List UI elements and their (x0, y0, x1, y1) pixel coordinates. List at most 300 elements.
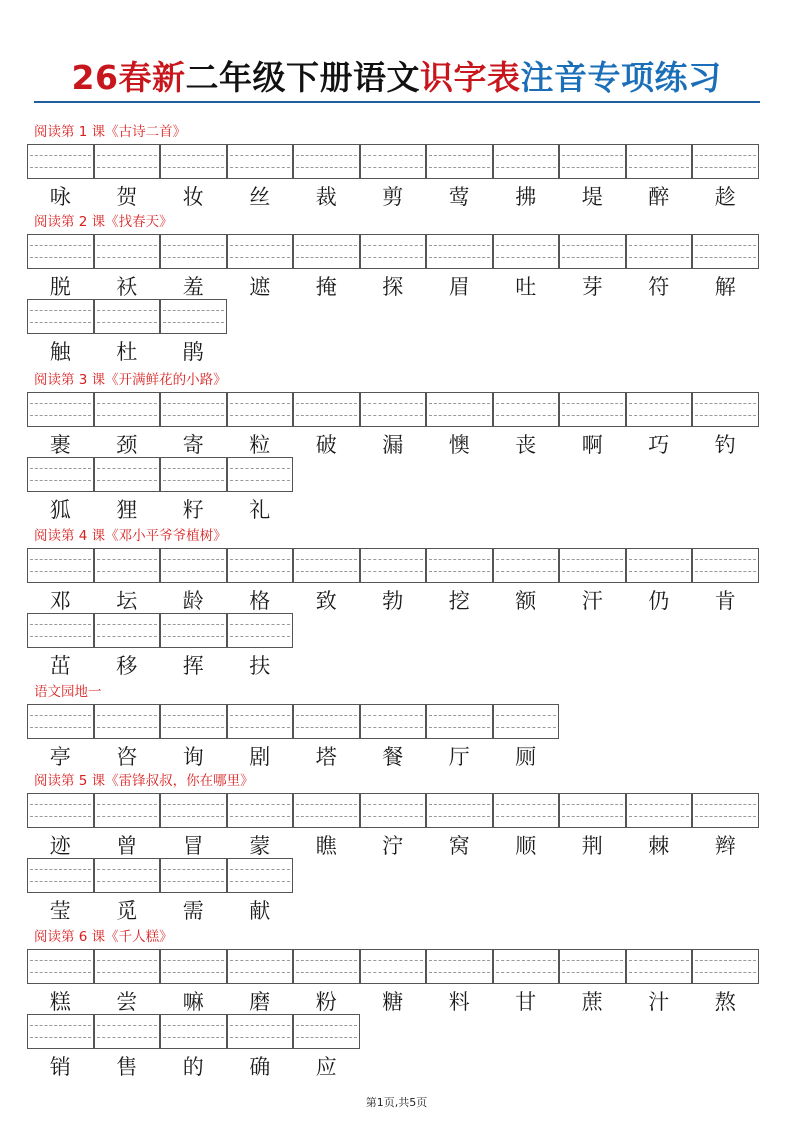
character: 厕 (515, 745, 537, 769)
pinyin-writing-box[interactable] (227, 704, 294, 739)
title-segment: 注音专项练习 (520, 58, 722, 97)
guide-line (496, 155, 557, 156)
guide-line (163, 960, 224, 961)
guide-line (230, 415, 291, 416)
pinyin-writing-box[interactable] (27, 234, 94, 269)
guide-line (163, 869, 224, 870)
guide-line (296, 972, 357, 973)
guide-line (97, 972, 158, 973)
guide-line (230, 636, 291, 637)
character: 妆 (182, 185, 204, 209)
guide-line (97, 155, 158, 156)
character: 莹 (49, 899, 71, 923)
guide-line (163, 559, 224, 560)
guide-line (429, 715, 490, 716)
pinyin-writing-box[interactable] (227, 457, 294, 492)
guide-line (562, 167, 623, 168)
character: 茁 (49, 654, 71, 678)
character: 磨 (249, 990, 271, 1014)
pinyin-writing-box[interactable] (27, 299, 94, 334)
character: 仍 (648, 589, 670, 613)
guide-line (496, 804, 557, 805)
guide-line (296, 415, 357, 416)
title-segment: 二年级下册语文 (185, 58, 420, 97)
pinyin-writing-box[interactable] (426, 144, 493, 179)
pinyin-writing-box[interactable] (493, 392, 560, 427)
character: 拂 (515, 185, 537, 209)
guide-line (296, 960, 357, 961)
pinyin-writing-box[interactable] (360, 793, 427, 828)
pinyin-writing-box[interactable] (227, 144, 294, 179)
character: 挥 (182, 654, 204, 678)
lesson-title: 阅读第 3 课《开满鲜花的小路》 (34, 372, 227, 388)
guide-line (30, 468, 91, 469)
guide-line (30, 727, 91, 728)
pinyin-writing-box[interactable] (493, 548, 560, 583)
pinyin-writing-box[interactable] (160, 858, 227, 893)
guide-line (230, 403, 291, 404)
character: 迹 (49, 834, 71, 858)
character: 熬 (714, 990, 736, 1014)
character: 羞 (182, 275, 204, 299)
character: 咏 (49, 185, 71, 209)
character: 冒 (182, 834, 204, 858)
guide-line (629, 257, 690, 258)
guide-line (695, 257, 756, 258)
pinyin-writing-box[interactable] (227, 858, 294, 893)
pinyin-writing-box[interactable] (626, 548, 693, 583)
pinyin-writing-box[interactable] (27, 392, 94, 427)
pinyin-writing-box[interactable] (360, 392, 427, 427)
character: 汁 (648, 990, 670, 1014)
pinyin-writing-box[interactable] (227, 548, 294, 583)
character: 塔 (315, 745, 337, 769)
character: 剪 (382, 185, 404, 209)
guide-line (30, 715, 91, 716)
character: 确 (249, 1055, 271, 1079)
pinyin-writing-box[interactable] (692, 234, 759, 269)
pinyin-writing-box[interactable] (559, 793, 626, 828)
lesson-title: 阅读第 6 课《千人糕》 (34, 929, 173, 945)
guide-line (163, 480, 224, 481)
guide-line (496, 727, 557, 728)
title-segment: 识字表 (419, 58, 521, 97)
character: 狐 (49, 498, 71, 522)
pinyin-writing-box[interactable] (360, 949, 427, 984)
character: 挖 (448, 589, 470, 613)
pinyin-writing-box[interactable] (27, 949, 94, 984)
character: 堤 (581, 185, 603, 209)
guide-line (230, 571, 291, 572)
pinyin-writing-box[interactable] (160, 793, 227, 828)
pinyin-writing-box[interactable] (293, 548, 360, 583)
character: 觅 (116, 899, 138, 923)
character: 吐 (515, 275, 537, 299)
character: 曾 (116, 834, 138, 858)
guide-line (695, 403, 756, 404)
pinyin-writing-box[interactable] (160, 234, 227, 269)
character: 裁 (315, 185, 337, 209)
pinyin-writing-box[interactable] (692, 793, 759, 828)
guide-line (30, 167, 91, 168)
character: 顺 (515, 834, 537, 858)
pinyin-writing-box[interactable] (160, 704, 227, 739)
guide-line (97, 1037, 158, 1038)
character: 贺 (116, 185, 138, 209)
pinyin-writing-box[interactable] (426, 949, 493, 984)
character: 解 (714, 275, 736, 299)
pinyin-writing-box[interactable] (227, 1014, 294, 1049)
guide-line (296, 727, 357, 728)
guide-line (30, 559, 91, 560)
guide-line (429, 571, 490, 572)
guide-line (97, 624, 158, 625)
guide-line (496, 245, 557, 246)
character: 探 (382, 275, 404, 299)
character: 应 (315, 1055, 337, 1079)
guide-line (230, 881, 291, 882)
guide-line (562, 415, 623, 416)
guide-line (695, 155, 756, 156)
pinyin-writing-box[interactable] (493, 793, 560, 828)
character: 嘛 (182, 990, 204, 1014)
pinyin-writing-box[interactable] (293, 793, 360, 828)
guide-line (30, 636, 91, 637)
pinyin-writing-box[interactable] (493, 949, 560, 984)
character: 甘 (515, 990, 537, 1014)
guide-line (230, 559, 291, 560)
guide-line (695, 559, 756, 560)
guide-line (363, 245, 424, 246)
guide-line (496, 257, 557, 258)
guide-line (695, 804, 756, 805)
guide-line (363, 804, 424, 805)
pinyin-writing-box[interactable] (160, 949, 227, 984)
character: 颈 (116, 433, 138, 457)
guide-line (163, 310, 224, 311)
pinyin-writing-box[interactable] (94, 949, 161, 984)
character: 坛 (116, 589, 138, 613)
pinyin-writing-box[interactable] (94, 858, 161, 893)
pinyin-writing-box[interactable] (227, 793, 294, 828)
guide-line (695, 415, 756, 416)
pinyin-writing-box[interactable] (27, 704, 94, 739)
character: 询 (182, 745, 204, 769)
pinyin-writing-box[interactable] (692, 144, 759, 179)
title-underline (34, 101, 760, 103)
guide-line (496, 972, 557, 973)
lesson-title: 阅读第 1 课《古诗二首》 (34, 124, 187, 140)
pinyin-writing-box[interactable] (559, 949, 626, 984)
pinyin-writing-box[interactable] (27, 1014, 94, 1049)
pinyin-writing-box[interactable] (493, 234, 560, 269)
pinyin-writing-box[interactable] (426, 392, 493, 427)
character: 礼 (249, 498, 271, 522)
character: 鹃 (182, 340, 204, 364)
guide-line (30, 960, 91, 961)
character: 丝 (249, 185, 271, 209)
pinyin-writing-box[interactable] (426, 793, 493, 828)
character: 龄 (182, 589, 204, 613)
pinyin-writing-box[interactable] (94, 548, 161, 583)
character: 寄 (182, 433, 204, 457)
guide-line (496, 559, 557, 560)
guide-line (97, 881, 158, 882)
character: 懊 (448, 433, 470, 457)
character: 巧 (648, 433, 670, 457)
pinyin-writing-box[interactable] (360, 548, 427, 583)
pinyin-writing-box[interactable] (160, 299, 227, 334)
pinyin-writing-box[interactable] (426, 704, 493, 739)
character: 粒 (249, 433, 271, 457)
guide-line (163, 322, 224, 323)
guide-line (562, 816, 623, 817)
lesson-title: 语文园地一 (34, 684, 102, 700)
character: 醉 (648, 185, 670, 209)
character: 粉 (315, 990, 337, 1014)
guide-line (30, 571, 91, 572)
guide-line (163, 403, 224, 404)
guide-line (562, 245, 623, 246)
guide-line (97, 257, 158, 258)
character: 格 (249, 589, 271, 613)
character: 销 (49, 1055, 71, 1079)
character: 勃 (382, 589, 404, 613)
guide-line (429, 960, 490, 961)
pinyin-writing-box[interactable] (94, 234, 161, 269)
guide-line (30, 245, 91, 246)
pinyin-writing-box[interactable] (293, 234, 360, 269)
guide-line (97, 1025, 158, 1026)
guide-line (97, 636, 158, 637)
guide-line (97, 322, 158, 323)
guide-line (562, 559, 623, 560)
guide-line (97, 960, 158, 961)
pinyin-writing-box[interactable] (493, 144, 560, 179)
pinyin-writing-box[interactable] (27, 457, 94, 492)
guide-line (163, 816, 224, 817)
character: 辫 (714, 834, 736, 858)
pinyin-writing-box[interactable] (94, 392, 161, 427)
pinyin-writing-box[interactable] (626, 949, 693, 984)
character: 漏 (382, 433, 404, 457)
pinyin-writing-box[interactable] (27, 613, 94, 648)
character: 趁 (714, 185, 736, 209)
guide-line (97, 715, 158, 716)
guide-line (296, 715, 357, 716)
pinyin-writing-box[interactable] (27, 144, 94, 179)
character: 蔗 (581, 990, 603, 1014)
pinyin-writing-box[interactable] (293, 392, 360, 427)
guide-line (496, 960, 557, 961)
pinyin-writing-box[interactable] (293, 704, 360, 739)
guide-line (429, 257, 490, 258)
pinyin-writing-box[interactable] (160, 457, 227, 492)
pinyin-writing-box[interactable] (160, 392, 227, 427)
pinyin-writing-box[interactable] (293, 949, 360, 984)
pinyin-writing-box[interactable] (426, 234, 493, 269)
pinyin-writing-box[interactable] (360, 234, 427, 269)
guide-line (296, 167, 357, 168)
character: 邓 (49, 589, 71, 613)
pinyin-writing-box[interactable] (94, 144, 161, 179)
guide-line (629, 816, 690, 817)
pinyin-writing-box[interactable] (227, 392, 294, 427)
character: 尝 (116, 990, 138, 1014)
guide-line (695, 972, 756, 973)
guide-line (562, 804, 623, 805)
guide-line (429, 245, 490, 246)
character: 符 (648, 275, 670, 299)
pinyin-writing-box[interactable] (559, 144, 626, 179)
guide-line (230, 257, 291, 258)
pinyin-writing-box[interactable] (626, 234, 693, 269)
guide-line (496, 715, 557, 716)
guide-line (97, 869, 158, 870)
lesson-title: 阅读第 4 课《邓小平爷爷植树》 (34, 528, 227, 544)
character: 剧 (249, 745, 271, 769)
character: 啊 (581, 433, 603, 457)
pinyin-writing-box[interactable] (94, 1014, 161, 1049)
guide-line (97, 167, 158, 168)
character: 芽 (581, 275, 603, 299)
guide-line (429, 559, 490, 560)
character: 献 (249, 899, 271, 923)
character: 狸 (116, 498, 138, 522)
guide-line (30, 869, 91, 870)
pinyin-writing-box[interactable] (94, 793, 161, 828)
character: 莺 (448, 185, 470, 209)
pinyin-writing-box[interactable] (94, 613, 161, 648)
pinyin-writing-box[interactable] (227, 949, 294, 984)
guide-line (163, 715, 224, 716)
pinyin-writing-box[interactable] (559, 548, 626, 583)
guide-line (230, 624, 291, 625)
character: 咨 (116, 745, 138, 769)
guide-line (629, 245, 690, 246)
guide-line (97, 403, 158, 404)
character: 钓 (714, 433, 736, 457)
pinyin-writing-box[interactable] (94, 457, 161, 492)
guide-line (296, 571, 357, 572)
character: 额 (515, 589, 537, 613)
guide-line (429, 415, 490, 416)
guide-line (296, 257, 357, 258)
character: 窝 (448, 834, 470, 858)
guide-line (30, 155, 91, 156)
guide-line (97, 245, 158, 246)
pinyin-writing-box[interactable] (227, 234, 294, 269)
guide-line (629, 972, 690, 973)
guide-line (363, 415, 424, 416)
pinyin-writing-box[interactable] (293, 1014, 360, 1049)
character: 棘 (648, 834, 670, 858)
pinyin-writing-box[interactable] (160, 144, 227, 179)
pinyin-writing-box[interactable] (626, 392, 693, 427)
guide-line (363, 972, 424, 973)
guide-line (163, 468, 224, 469)
guide-line (562, 155, 623, 156)
page-title (0, 58, 793, 98)
page-footer: 第1页,共5页 (365, 1096, 428, 1109)
guide-line (97, 804, 158, 805)
character: 掩 (315, 275, 337, 299)
guide-line (629, 804, 690, 805)
pinyin-writing-box[interactable] (692, 548, 759, 583)
guide-line (230, 972, 291, 973)
guide-line (230, 468, 291, 469)
character: 蒙 (249, 834, 271, 858)
guide-line (230, 960, 291, 961)
guide-line (97, 310, 158, 311)
pinyin-writing-box[interactable] (293, 144, 360, 179)
pinyin-writing-box[interactable] (160, 548, 227, 583)
pinyin-writing-box[interactable] (426, 548, 493, 583)
guide-line (363, 727, 424, 728)
pinyin-writing-box[interactable] (227, 613, 294, 648)
guide-line (296, 816, 357, 817)
guide-line (230, 1025, 291, 1026)
character: 触 (49, 340, 71, 364)
pinyin-writing-box[interactable] (94, 704, 161, 739)
pinyin-writing-box[interactable] (692, 392, 759, 427)
guide-line (163, 257, 224, 258)
guide-line (363, 715, 424, 716)
character: 荆 (581, 834, 603, 858)
guide-line (30, 310, 91, 311)
pinyin-writing-box[interactable] (160, 613, 227, 648)
pinyin-writing-box[interactable] (94, 299, 161, 334)
guide-line (230, 1037, 291, 1038)
pinyin-writing-box[interactable] (559, 234, 626, 269)
guide-line (97, 559, 158, 560)
guide-line (30, 881, 91, 882)
guide-line (97, 571, 158, 572)
character: 扶 (249, 654, 271, 678)
pinyin-writing-box[interactable] (692, 949, 759, 984)
pinyin-writing-box[interactable] (559, 392, 626, 427)
pinyin-writing-box[interactable] (27, 548, 94, 583)
pinyin-writing-box[interactable] (626, 793, 693, 828)
guide-line (230, 245, 291, 246)
character: 糕 (49, 990, 71, 1014)
guide-line (629, 415, 690, 416)
guide-line (496, 816, 557, 817)
guide-line (163, 415, 224, 416)
character: 汗 (581, 589, 603, 613)
guide-line (562, 257, 623, 258)
guide-line (30, 972, 91, 973)
pinyin-writing-box[interactable] (626, 144, 693, 179)
pinyin-writing-box[interactable] (493, 704, 560, 739)
guide-line (562, 972, 623, 973)
pinyin-writing-box[interactable] (27, 858, 94, 893)
character: 移 (116, 654, 138, 678)
pinyin-writing-box[interactable] (160, 1014, 227, 1049)
guide-line (363, 559, 424, 560)
guide-line (629, 571, 690, 572)
guide-line (97, 468, 158, 469)
guide-line (429, 804, 490, 805)
pinyin-writing-box[interactable] (360, 144, 427, 179)
guide-line (363, 403, 424, 404)
pinyin-writing-box[interactable] (360, 704, 427, 739)
pinyin-writing-box[interactable] (27, 793, 94, 828)
character: 泞 (382, 834, 404, 858)
guide-line (30, 403, 91, 404)
guide-line (163, 727, 224, 728)
guide-line (629, 403, 690, 404)
